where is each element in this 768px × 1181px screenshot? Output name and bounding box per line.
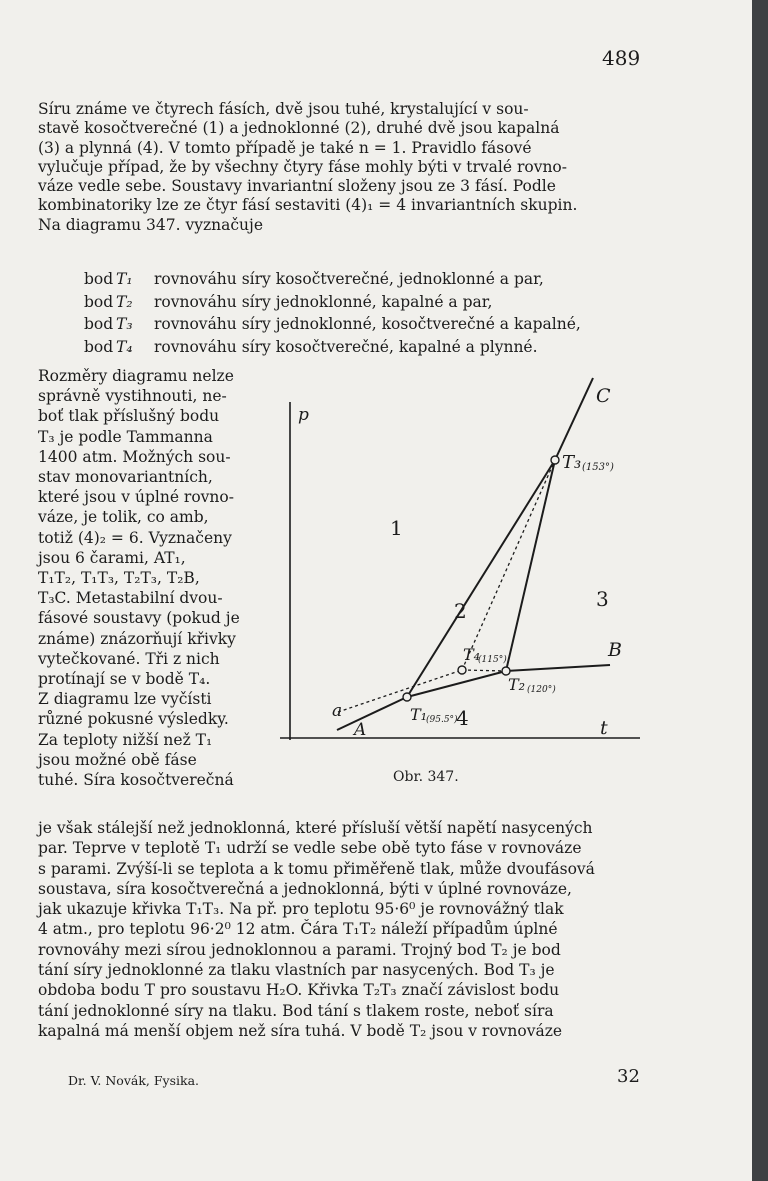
T4-temperature: (115°) — [478, 655, 507, 665]
paragraph-phases — [38, 100, 650, 235]
text-line: kombinatoriky lze ze čtyr fásí sestaviti (4)₁ = 4 invariantních skupin. — [38, 196, 578, 215]
list-item — [84, 336, 644, 359]
paragraph-diagram-notes — [38, 366, 252, 790]
text-line: 4 atm., pro teplotu 96·2⁰ 12 atm. Čára T₁T₂ náleží případům úplné — [38, 920, 558, 939]
text-line: soustava, síra kosočtverečná a jednoklonná, býti v úplné rovnováze, — [38, 879, 572, 898]
list-item-symbol: T₄ — [116, 337, 133, 356]
text-line: Za teploty nižší než T₁ — [38, 730, 213, 749]
text-line: jak ukazuje křivka T₁T₃. Na př. pro teplotu 95·6⁰ je rovnovážný tlak — [38, 900, 564, 919]
text-line: Na diagramu 347. vyznačuje — [38, 215, 264, 234]
list-item — [84, 291, 644, 314]
footer-signature-number: 32 — [617, 1066, 640, 1087]
region-label-4: 4 — [456, 706, 469, 730]
curve-label-A: A — [354, 720, 367, 740]
text-line: protínají se v bodě T₄. — [38, 670, 211, 689]
T2-label: T₂ — [508, 675, 526, 694]
text-line: T₃C. Metastabilní dvou- — [38, 589, 223, 608]
list-item — [84, 313, 644, 336]
text-line: kapalná má menší objem než síra tuhá. V bodě T₂ jsou v rovnováze — [38, 1021, 563, 1040]
T3-label: T₃ — [562, 452, 582, 473]
text-line: totiž (4)₂ = 6. Vyznačeny — [38, 528, 232, 547]
text-line: tuhé. Síra kosočtverečná — [38, 771, 234, 790]
page-number: 489 — [602, 46, 641, 70]
curve-T3-C — [555, 378, 593, 460]
curve-label-B: B — [608, 639, 622, 661]
text-line: boť tlak příslušný bodu — [38, 407, 220, 426]
page-edge-shadow — [752, 0, 768, 1181]
T4-label: T₄ — [463, 645, 481, 664]
text-line: tání jednoklonné síry na tlaku. Bod tání s tlakem roste, neboť síra — [38, 1001, 554, 1020]
dotted-curve-T4-T3 — [462, 460, 555, 670]
list-item-label: bod — [84, 270, 114, 288]
list-item-symbol: T₃ — [116, 315, 133, 333]
curve-A-T1 — [337, 697, 407, 730]
curve-label-a: a — [332, 701, 343, 721]
text-line: 1400 atm. Možných sou- — [38, 447, 231, 466]
text-line: stav monovariantních, — [38, 468, 213, 487]
text-line: T₁T₂, T₁T₃, T₂T₃, T₂B, — [38, 569, 200, 588]
text-line: rovnováhy mezi sírou jednoklonnou a parami. Trojný bod T₂ je bod — [38, 940, 561, 959]
list-item-text: rovnováhu síry jednoklonné, kosočtverečné a kapalné, — [154, 315, 581, 333]
footer-author: Dr. V. Novák, Fysika. — [68, 1073, 200, 1088]
triple-point-list — [84, 268, 644, 358]
figure-caption: Obr. 347. — [393, 769, 459, 785]
region-label-3: 3 — [596, 587, 609, 611]
point-T4 — [458, 666, 466, 674]
axis-label-p: p — [298, 405, 309, 425]
text-line: (3) a plynná (4). V tomto případě je také n = 1. Pravidlo fásové — [38, 138, 532, 157]
axis-label-t: t — [600, 717, 608, 739]
text-line: s parami. Zvýší-li se teplota a k tomu přiměřeně tlak, může dvoufásová — [38, 859, 595, 878]
T1-temperature: (95.5°) — [426, 715, 458, 725]
text-line: známe) znázorňují křivky — [38, 629, 236, 648]
curve-T2-T3 — [506, 460, 555, 671]
T2-temperature: (120°) — [527, 685, 556, 695]
text-line: tání síry jednoklonné za tlaku vlastních par nasycených. Bod T₃ je — [38, 961, 555, 980]
list-item-symbol: T₂ — [116, 292, 133, 311]
list-item-text: rovnováhu síry kosočtverečné, kapalné a plynné. — [154, 337, 538, 356]
paragraph-equilibrium — [38, 818, 642, 1041]
text-line: stavě kosočtverečné (1) a jednoklonné (2), druhé dvě jsou kapalná — [38, 119, 560, 138]
text-line: Z diagramu lze vyčísti — [38, 690, 212, 709]
text-line: různé pokusné výsledky. — [38, 710, 229, 729]
region-label-1: 1 — [390, 516, 403, 540]
text-line: jsou 6 čarami, AT₁, — [38, 548, 186, 567]
point-T2 — [502, 667, 510, 675]
text-line: par. Teprve v teplotě T₁ udrží se vedle sebe obě tyto fáse v rovnováze — [38, 839, 582, 858]
text-line: správně vystihnouti, ne- — [38, 387, 227, 406]
text-line: které jsou v úplné rovno- — [38, 488, 234, 507]
text-line: jsou možné obě fáse — [38, 750, 197, 769]
text-line: váze, je tolik, co amb, — [38, 508, 209, 527]
text-line: je však stálejší než jednoklonná, které přísluší větší napětí nasycených — [38, 819, 593, 837]
dotted-curve-T4-T2 — [462, 670, 506, 671]
point-T3 — [551, 456, 559, 464]
list-item-label: bod — [84, 315, 114, 333]
list-item — [84, 268, 644, 291]
text-line: T₃ je podle Tammanna — [38, 427, 213, 446]
phase-diagram — [270, 360, 650, 760]
list-item-symbol: T₁ — [116, 270, 133, 288]
curve-T2-B — [506, 665, 610, 671]
text-line: Rozměry diagramu nelze — [38, 367, 234, 385]
T3-temperature: (153°) — [582, 462, 614, 473]
curve-label-C: C — [596, 385, 611, 407]
list-item-label: bod — [84, 292, 114, 311]
dotted-curve-T1-T4 — [338, 670, 462, 712]
text-line: vytečkované. Tři z nich — [38, 649, 220, 668]
list-item-label: bod — [84, 337, 114, 356]
list-item-text: rovnováhu síry kosočtverečné, jednoklonné a par, — [154, 270, 544, 288]
text-line: vylučuje případ, že by všechny čtyry fáse mohly býti v trvalé rovno- — [38, 157, 567, 176]
T1-label: T₁ — [410, 705, 428, 724]
text-line: Síru známe ve čtyrech fásích, dvě jsou tuhé, krystalující v sou- — [38, 100, 529, 118]
list-item-text: rovnováhu síry jednoklonné, kapalné a par, — [154, 292, 493, 311]
region-label-2: 2 — [454, 599, 467, 623]
point-T1 — [403, 693, 411, 701]
text-line: fásové soustavy (pokud je — [38, 609, 240, 628]
text-line: váze vedle sebe. Soustavy invariantní složeny jsou ze 3 fásí. Podle — [38, 177, 556, 196]
text-line: obdoba bodu T pro soustavu H₂O. Křivka T₂T₃ značí závislost bodu — [38, 981, 560, 1000]
